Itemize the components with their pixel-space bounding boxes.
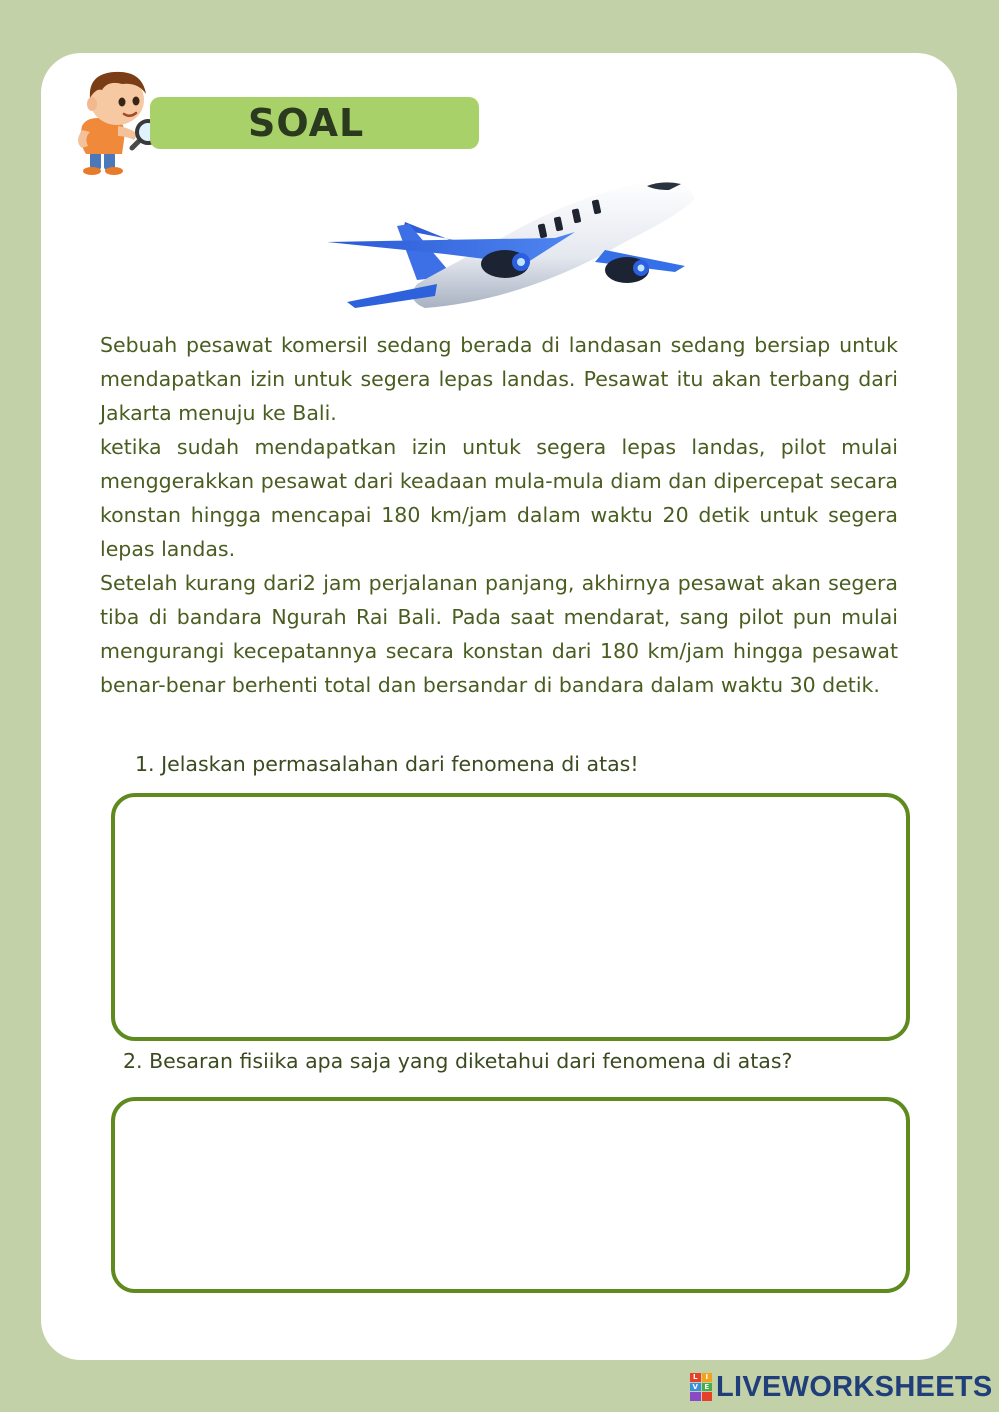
answer-input-2[interactable] bbox=[115, 1101, 906, 1289]
page-title: SOAL bbox=[248, 101, 365, 145]
question-2: 2. Besaran fisiika apa saja yang diketahui dari fenomena di atas? bbox=[123, 1049, 793, 1073]
brand-name: LIVEWORKSHEETS bbox=[716, 1370, 993, 1403]
liveworksheets-logo-icon: L I V E bbox=[690, 1373, 712, 1401]
answer-input-1[interactable] bbox=[115, 797, 906, 1037]
liveworksheets-brand[interactable] bbox=[690, 1370, 993, 1404]
story-paragraph: Sebuah pesawat komersil sedang berada di landasan sedang bersiap untuk mendapatkan izin untuk segera lepas landas. Pesawat itu akan terbang dari Jakarta menuju ke Bali. bbox=[100, 333, 898, 425]
story-text bbox=[100, 328, 898, 702]
answer-box-2[interactable] bbox=[111, 1097, 910, 1293]
story-paragraph: Setelah kurang dari2 jam perjalanan panjang, akhirnya pesawat akan segera tiba di bandara Ngurah Rai Bali. Pada saat mendarat, sang pilot pun mulai mengurangi kecepatannya secara konstan dari 180 km/jam hingga pesawat benar-benar berhenti total dan bersandar di bandara dalam waktu 30 detik. bbox=[100, 571, 898, 697]
answer-box-1[interactable] bbox=[111, 793, 910, 1041]
airplane-illustration bbox=[325, 172, 697, 317]
question-1: 1. Jelaskan permasalahan dari fenomena di atas! bbox=[135, 752, 639, 776]
story-paragraph: ketika sudah mendapatkan izin untuk segera lepas landas, pilot mulai menggerakkan pesawat dari keadaan mula-mula diam dan dipercepat secara konstan hingga mencapai 180 km/jam dalam waktu 20 detik untuk segera lepas landas. bbox=[100, 435, 898, 561]
